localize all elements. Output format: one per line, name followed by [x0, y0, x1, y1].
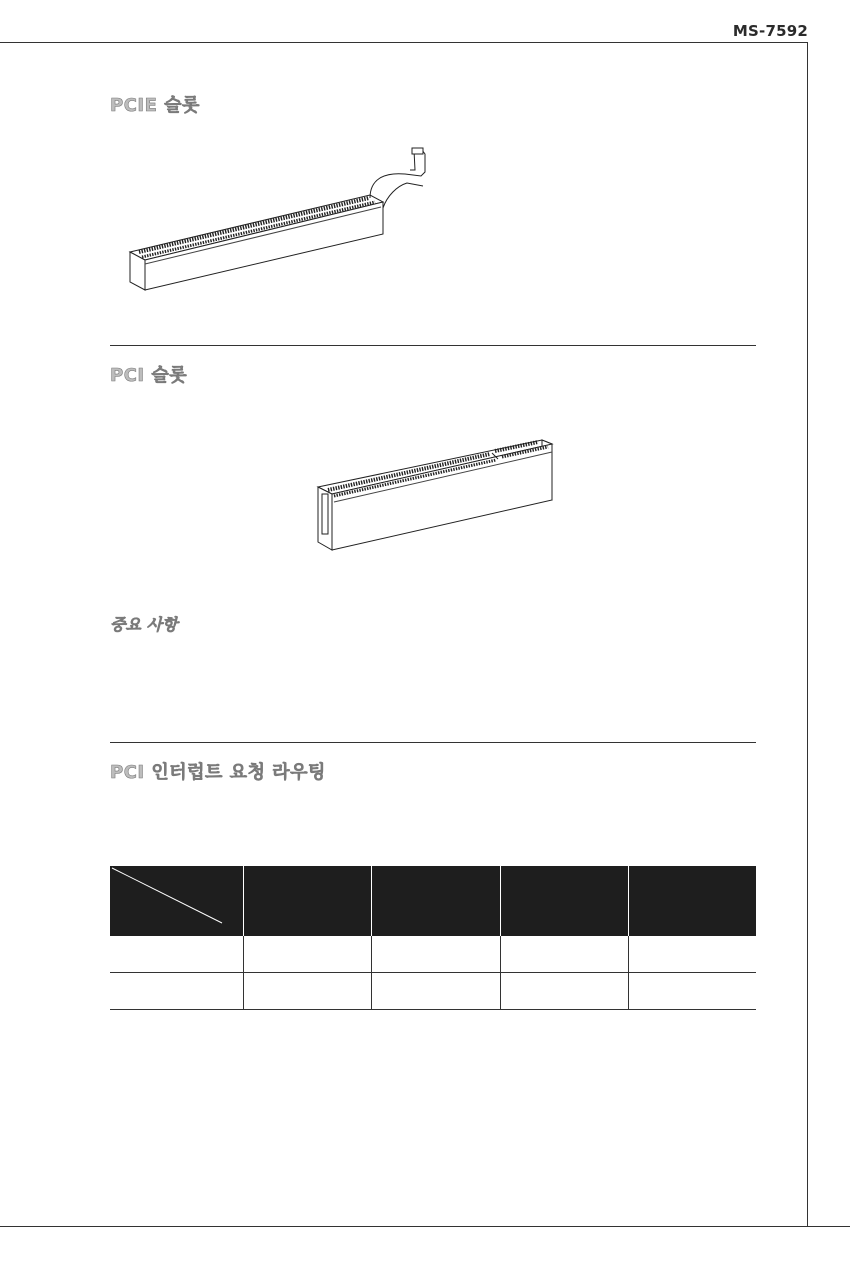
table-row: [110, 936, 756, 973]
table-cell: [243, 936, 371, 973]
important-note-heading: 중요 사항: [110, 615, 178, 634]
pci-slot-illustration: [312, 432, 562, 557]
table-header-cell: [500, 866, 628, 936]
footer-rule: [0, 1226, 850, 1227]
table-header-cell: [243, 866, 371, 936]
pcie-slot-illustration: [125, 140, 435, 295]
table-corner-cell: [110, 866, 243, 936]
side-rule: [807, 42, 808, 1226]
section-divider: [110, 742, 756, 743]
section-divider: [110, 345, 756, 346]
table-cell: [628, 936, 756, 973]
diagonal-divider: [110, 866, 243, 936]
table-cell: [371, 973, 500, 1010]
model-number: MS-7592: [732, 22, 808, 40]
table-cell: [110, 936, 243, 973]
table-header-cell: [628, 866, 756, 936]
table-header-row: [110, 866, 756, 936]
irq-routing-table: [110, 866, 756, 1010]
table-cell: [500, 936, 628, 973]
table-cell: [628, 973, 756, 1010]
table-cell: [500, 973, 628, 1010]
table-header-cell: [371, 866, 500, 936]
table-cell: [110, 973, 243, 1010]
pci-irq-routing-heading: PCI 인터럽트 요청 라우팅: [110, 762, 326, 783]
table-row: [110, 973, 756, 1010]
table-cell: [243, 973, 371, 1010]
pci-slot-heading: PCI 슬롯: [110, 365, 188, 386]
pcie-slot-heading: PCIE 슬롯: [110, 95, 200, 116]
header-rule: [0, 42, 808, 43]
table-cell: [371, 936, 500, 973]
